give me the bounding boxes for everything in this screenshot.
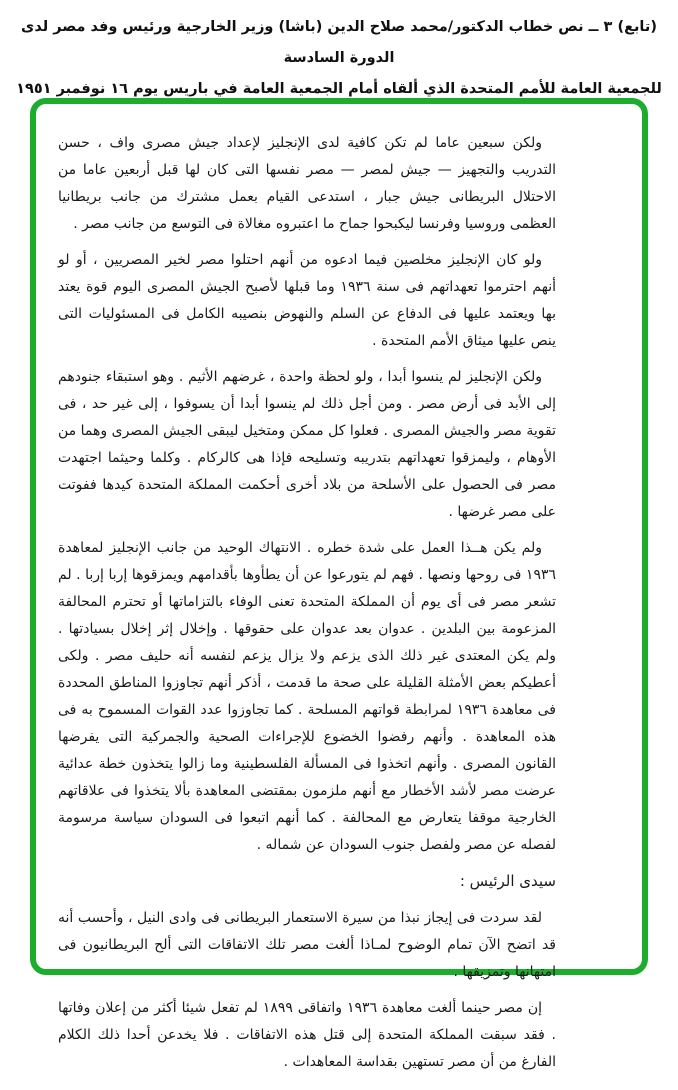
paragraph-5: لقد سردت فى إيجاز نبذا من سيرة الاستعمار البريطانى فى وادى النيل ، وأحسب أنه قد اتضح الآن تمام الوضوح لمـاذا ألغت مصر تلك الاتفاقات التى ألح البريطانيون فى امتهانها وتمزيقها . <box>58 910 556 980</box>
paragraph-1: ولكن سبعين عاما لم تكن كافية لدى الإنجليز لإعداد جيش مصرى واف ، حسن التدريب والتجهيز — جيش لمصر — مصر نفسها التى كان لها قبل أربعين عاما من الاحتلال البريطانى جيش جبار ، استدعى القيام بعمل مشترك من جانب بريطانيا العظمى وروسيا وفرنسا ليكبحوا جماح ما اعتبروه مغالاة فى التوسع من جانب مصر . <box>58 135 556 232</box>
paragraph-4: ولم يكن هــذا العمل على شدة خطره . الانتهاك الوحيد من جانب الإنجليز لمعاهدة ١٩٣٦ فى روحها ونصها . فهم لم يتورعوا عن أن يطأوها بأقدامهم ويمزقوها إربا إربا . لم تشعر مصر فى أى يوم أن المملكة المتحدة تعنى الوفاء بالتزاماتها أو تحترم المحالفة المزعومة بين البلدين . عدوان بعد عدوان على حقوقها . وإخلال إثر إخلال بسيادتها . ولم يكن المعتدى غير ذلك الذى يزعم ولا يزال يزعم لنفسه أنه حليف مصر . ولكى أعطيكم بعض الأمثلة القليلة على صحة ما قدمت ، أذكر أنهم تجاوزوا المناطق المحددة فى معاهدة ١٩٣٦ لمرابطة قواتهم المسلحة . كما تجاوزوا عدد القوات المسموح به فى هذه المعاهدة . وأنهم رفضوا الخضوع للإجراءات الصحية والجمركية التى يفرضها القانون المصرى . وأنهم اتخذوا فى المسألة الفلسطينية وما زالوا يتخذون خطة عدائية عرضت مصر لأشد الأخطار مع أنهم ملزمون بمقتضى المعاهدة بألا يتخذوا فى علاقاتهم الخارجية موقفا يتعارض مع المحالفة . كما أنهم اتبعوا فى السودان سياسة مرسومة لفصله عن مصر ولفصل جنوب السودان عن شماله . <box>58 540 556 853</box>
green-highlight-frame <box>30 98 648 1070</box>
speech-body-text <box>36 104 642 1090</box>
paragraph-6: إن مصر حينما ألغت معاهدة ١٩٣٦ واتفاقى ١٨٩٩ لم تفعل شيئا أكثر من إعلان وفاتها . فقد سبقت المملكة المتحدة إلى قتل هذه الاتفاقات . فلا يخدعن أحدا ذلك الكلام الفارغ من أن مصر تستهين بقداسة المعاهدات . <box>58 1000 556 1070</box>
header-title-line-2: للجمعية العامة للأمم المتحدة الذي ألقاه أمام الجمعية العامة في باريس يوم ١٦ نوفمبر ١٩٥١ <box>16 81 662 97</box>
salutation-heading: سيدى الرئيس : <box>459 872 556 890</box>
header-title-line-1: (تابع) ٣ ــ نص خطاب الدكتور/محمد صلاح الدين (باشا) وزير الخارجية ورئيس وفد مصر لدى الدورة السادسة <box>21 19 657 66</box>
paragraph-3: ولكن الإنجليز لم ينسوا أبدا ، ولو لحظة واحدة ، غرضهم الأثيم . وهو استبقاء جنودهم إلى الأبد فى أرض مصر . ومن أجل ذلك لم ينسوا أبدا أن يسوفوا ، إلى غير حد ، فى تقوية مصر والجيش المصرى . فعلوا كل ممكن ومتخيل ليبقى الجيش المصرى وهما من الأوهام ، وليمزقوا تعهداتهم بتدريبه وتسليحه فإذا هى كالركام . وكلما وحيثما اجتهدت مصر فى الحصول على الأسلحة من بلاد أخرى أحكمت المملكة المتحدة كيدها ففوتت على مصر غرضها . <box>58 369 556 520</box>
paragraph-2: ولو كان الإنجليز مخلصين فيما ادعوه من أنهم احتلوا مصر لخير المصريين ، أو لو أنهم احترموا تعهداتهم فى سنة ١٩٣٦ وما قبلها لأصبح الجيش المصرى اليوم قوة يعتد بها ويعتمد عليها فى الدفاع عن السلم والنهوض بنصيبه الكامل فى المسئوليات التى ينص عليها ميثاق الأمم المتحدة . <box>58 252 556 349</box>
